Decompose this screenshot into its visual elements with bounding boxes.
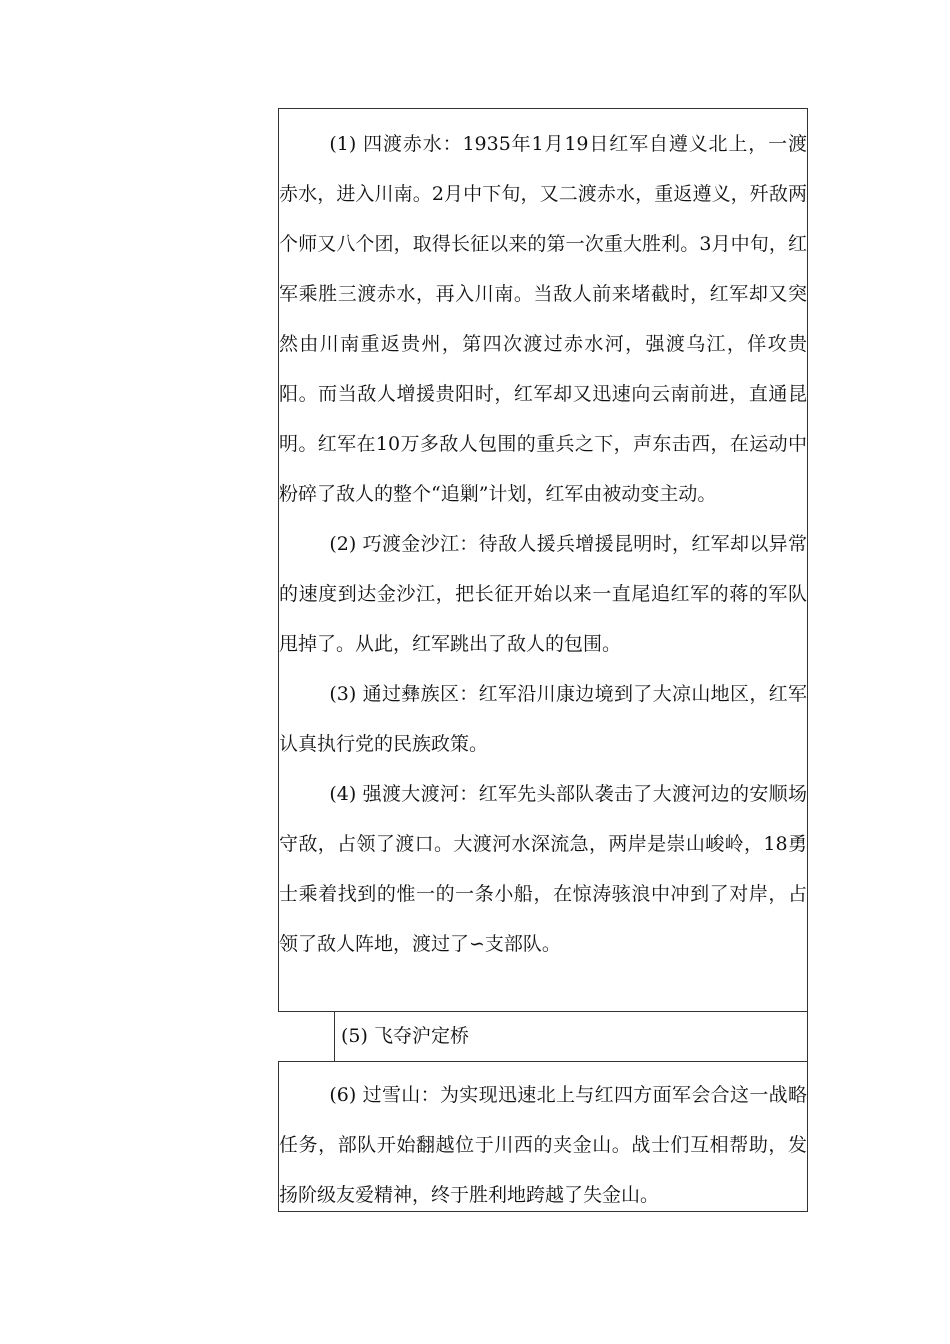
paragraph-yi-region: (3) 通过彝族区：红军沿川康边境到了大凉山地区，红军认真执行党的民族政策。 — [279, 683, 807, 755]
paragraph-snow-mountain: (6) 过雪山：为实现迅速北上与红四方面军会合这一战略任务，部队开始翻越位于川西的夹金山。战士们互相帮助，发扬阶级友爱精神，终于胜利地跨越了失金山。 — [279, 1084, 807, 1206]
content-box-snow-mountain — [278, 1061, 808, 1212]
paragraph-dadu-river: (4) 强渡大渡河：红军先头部队袭击了大渡河边的安顺场守敌，占领了渡口。大渡河水深流急，两岸是崇山峻岭，18勇士乘着找到的惟一的一条小船，在惊涛骇浪中冲到了对岸，占领了敌人阵地，渡过了∽支部队。 — [279, 783, 807, 955]
content-box-main — [278, 108, 808, 1012]
paragraph-four-crossings-chishui: (1) 四渡赤水：1935年1月19日红军自遵义北上，一渡赤水，进入川南。2月中下旬，又二渡赤水，重返遵义，歼敌两个师又八个团，取得长征以来的第一次重大胜利。3月中旬，红军乘胜三渡赤水，再入川南。当敌人前来堵截时，红军却又突然由川南重返贵州，第四次渡过赤水河，强渡乌江，佯攻贵阳。而当敌人增援贵阳时，红军却又迅速向云南前进，直通昆明。红军在10万多敌人包围的重兵之下，声东击西，在运动中粉碎了敌人的整个“追剿”计划，红军由被动变主动。 — [279, 133, 807, 505]
paragraph-jinsha-river: (2) 巧渡金沙江：待敌人援兵增援昆明时，红军却以异常的速度到达金沙江，把长征开始以来一直尾追红军的蒋的军队甩掉了。从此，红军跳出了敌人的包围。 — [279, 533, 807, 655]
paragraph-luding-bridge: (5) 飞夺沪定桥 — [341, 1025, 469, 1047]
content-box-luding-bridge — [334, 1011, 808, 1062]
